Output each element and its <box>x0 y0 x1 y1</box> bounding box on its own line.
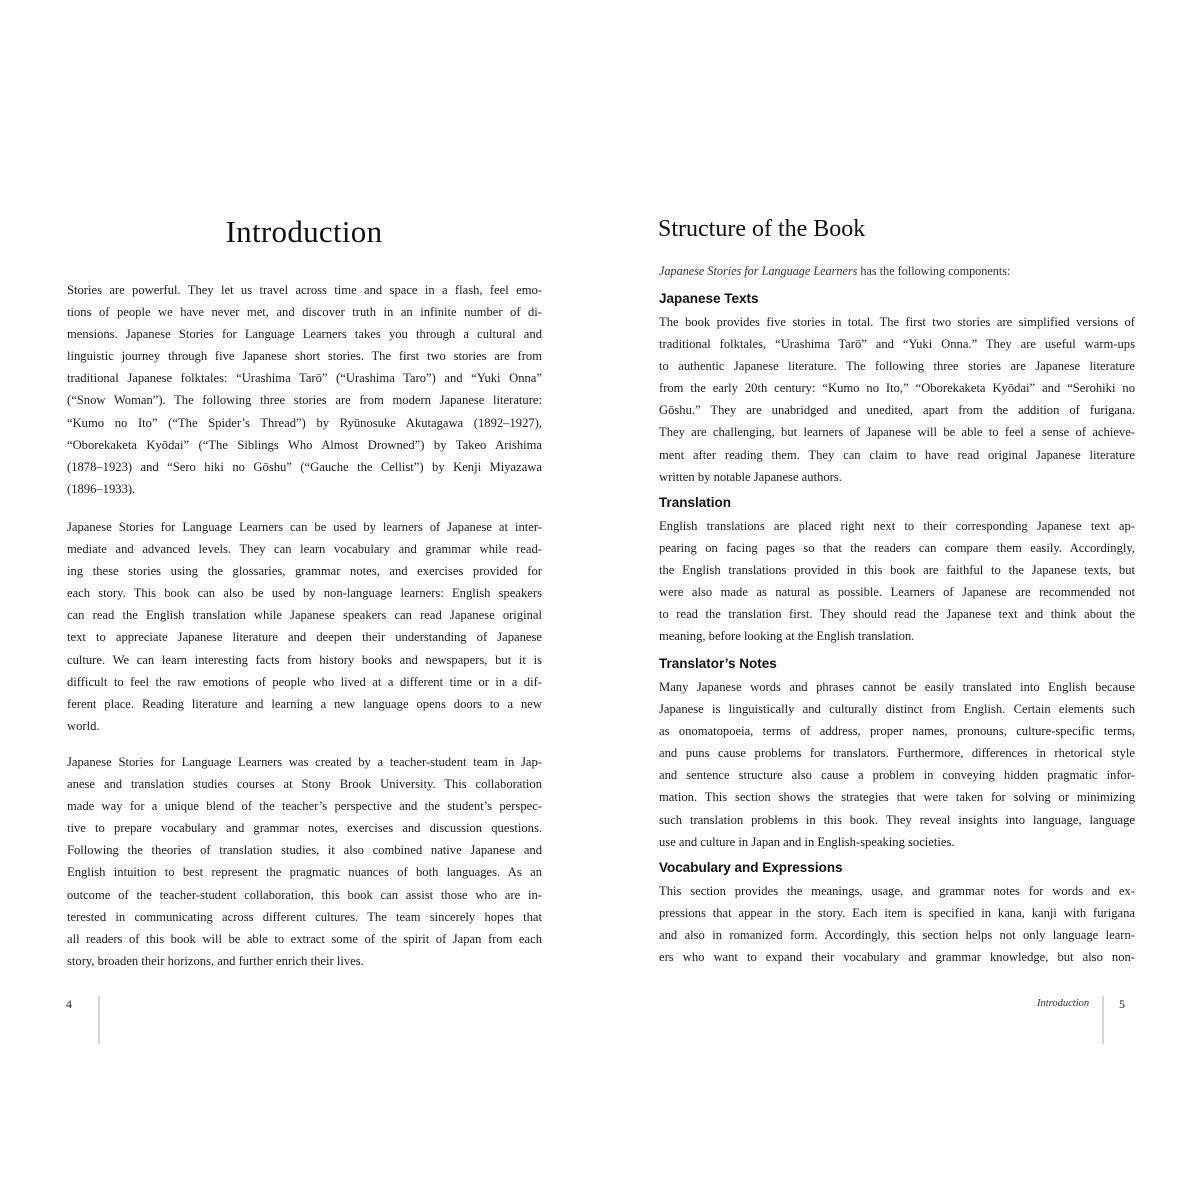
text-line: English intuition to best represent the pragmatic nuances of both languages. As an <box>67 865 542 880</box>
text-line: Japanese Stories for Language Learners was created by a teacher-student team in Jap- <box>67 755 542 769</box>
text-line: tions of people we have never met, and discover truth in an infinite number of di- <box>67 305 542 320</box>
right-page <box>600 0 1200 1200</box>
text-line: ment after reading them. They can claim to have read original Japanese literature <box>659 447 1135 462</box>
text-line: pressions that appear in the story. Each item is specified in kana, kanji with furigana <box>659 906 1135 921</box>
text-line: as onomatopoeia, terms of address, proper names, pronouns, culture-specific terms, <box>659 724 1135 739</box>
text-line: and sentence structure also cause a problem in conveying hidden pragmatic infor- <box>659 768 1135 783</box>
page-number: 4 <box>66 997 72 1011</box>
text-line: world. <box>67 718 100 733</box>
text-line: text to appreciate Japanese literature and deepen their understanding of Japanese <box>67 630 542 645</box>
intro-paragraph-3 <box>67 751 542 972</box>
section-vocabulary <box>659 880 1135 968</box>
section-title: Structure of the Book <box>658 216 866 242</box>
text-line: all readers of this book will be able to extract some of the spirit of Japan from each <box>67 931 542 946</box>
subheading-vocabulary: Vocabulary and Expressions <box>659 860 843 875</box>
text-line: made way for a unique blend of the teacher’s perspective and the student’s perspec- <box>67 799 542 814</box>
footer-rule <box>98 996 100 1044</box>
text-line: “Oborekaketa Kyōdai” (“The Siblings Who Almost Drowned”) by Takeo Arishima <box>67 437 542 452</box>
text-line: from the early 20th century: “Kumo no Ito,” “Oborekaketa Kyōdai” and “Serohiki no <box>659 381 1135 396</box>
text-line: Many Japanese words and phrases cannot be easily translated into English because <box>659 680 1135 694</box>
text-line: Japanese is linguistically and culturally distinct from English. Certain elements such <box>659 702 1135 717</box>
text-line: Gōshu.” They are unabridged and unedited, apart from the addition of furigana. <box>659 403 1135 418</box>
text-line: tive to prepare vocabulary and grammar notes, exercises and discussion questions. <box>67 821 542 836</box>
text-line: and also in romanized form. Accordingly, this section helps not only language learn- <box>659 928 1135 943</box>
text-line: and puns cause problems for translators. Furthermore, differences in rhetorical style <box>659 746 1135 761</box>
page-number: 5 <box>1119 997 1125 1011</box>
text-line: linguistic journey through five Japanese short stories. The first two stories are from <box>67 349 542 364</box>
text-line: each story. This book can also be used by non-language learners: English speakers <box>67 586 542 601</box>
page-title: Introduction <box>225 214 383 249</box>
text-line: English translations are placed right next to their corresponding Japanese text ap- <box>659 519 1135 533</box>
text-line: “Kumo no Ito” (“The Spider’s Thread”) by Ryūnosuke Akutagawa (1892–1927), <box>67 415 542 430</box>
text-line: to read the translation first. They should read the Japanese text and think about the <box>659 607 1135 622</box>
text-line: mation. This section shows the strategies that were taken for solving or minimizing <box>659 790 1135 805</box>
text-line: traditional folktales, “Urashima Tarō” and “Yuki Onna.” They are useful warm-ups <box>659 337 1135 352</box>
text-line: Following the theories of translation studies, it also combined native Japanese and <box>67 843 542 858</box>
text-line: ferent place. Reading literature and learning a new language opens doors to a new <box>67 696 542 711</box>
text-line: use and culture in Japan and in English-speaking societies. <box>659 834 955 849</box>
text-line: Stories are powerful. They let us travel across time and space in a flash, feel emo- <box>67 283 542 297</box>
text-line: ers who want to expand their vocabulary and grammar knowledge, but also non- <box>659 950 1135 965</box>
subheading-translators-notes: Translator’s Notes <box>659 656 777 671</box>
footer-rule <box>1102 996 1104 1044</box>
text-line: mensions. Japanese Stories for Language Learners takes you through a cultural and <box>67 327 542 342</box>
text-line: meaning, before looking at the English translation. <box>659 629 915 644</box>
text-line: They are challenging, but learners of Japanese will be able to feel a sense of achieve- <box>659 425 1135 440</box>
text-line: mediate and advanced levels. They can learn vocabulary and grammar while read- <box>67 542 542 557</box>
text-line: This section provides the meanings, usage, and grammar notes for words and ex- <box>659 884 1135 898</box>
text-line: (“Snow Woman”). The following three stories are from modern Japanese literature: <box>67 393 542 408</box>
text-line: ing these stories using the glossaries, grammar notes, and exercises provided for <box>67 564 542 579</box>
text-line: the English translations provided in this book are faithful to the Japanese texts, but <box>659 563 1135 578</box>
text-line: anese and translation studies courses at Stony Brook University. This collaboration <box>67 777 542 792</box>
section-translators-notes <box>659 676 1135 853</box>
text-line: traditional Japanese folktales: “Urashima Tarō” (“Urashima Taro”) and “Yuki Onna” <box>67 371 542 386</box>
text-line: Japanese Stories for Language Learners can be used by learners of Japanese at inter- <box>67 520 542 534</box>
text-line: story, broaden their horizons, and further enrich their lives. <box>67 953 364 968</box>
text-line: (1896–1933). <box>67 481 136 496</box>
running-head: Introduction <box>1037 998 1090 1009</box>
section-japanese-texts <box>659 311 1135 488</box>
lead-sentence <box>659 261 1010 281</box>
text-line: terested in communicating across different cultures. The team sincerely hopes that <box>67 909 542 924</box>
section-translation <box>659 515 1135 648</box>
text-line: pearing on facing pages so that the readers can compare them easily. Accordingly, <box>659 541 1135 556</box>
lead-text: has the following components: <box>857 264 1011 278</box>
intro-paragraph-1 <box>67 279 542 500</box>
intro-paragraph-2 <box>67 516 542 737</box>
text-line: The book provides five stories in total. The first two stories are simplified versions of <box>659 315 1135 329</box>
book-title-italic: Japanese Stories for Language Learners <box>659 264 858 278</box>
text-line: difficult to feel the raw emotions of people who lived at a different time or in a dif- <box>67 674 542 689</box>
text-line: (1878–1923) and “Sero hiki no Gōshu” (“Gauche the Cellist”) by Kenji Miyazawa <box>67 459 542 474</box>
text-line: culture. We can learn interesting facts from history books and newspapers, but it is <box>67 652 542 667</box>
text-line: outcome of the teacher-student collaboration, this book can assist those who are in- <box>67 887 542 902</box>
text-line: written by notable Japanese authors. <box>659 469 842 484</box>
text-line: such translation problems in this book. They reveal insights into language, language <box>659 812 1135 827</box>
subheading-japanese-texts: Japanese Texts <box>659 291 759 306</box>
text-line: to authentic Japanese literature. The following three stories are Japanese literature <box>659 359 1135 374</box>
text-line: can read the English translation while Japanese speakers can read Japanese original <box>67 608 542 623</box>
text-line: were also made as natural as possible. Learners of Japanese are recommended not <box>659 585 1135 600</box>
subheading-translation: Translation <box>659 495 732 510</box>
